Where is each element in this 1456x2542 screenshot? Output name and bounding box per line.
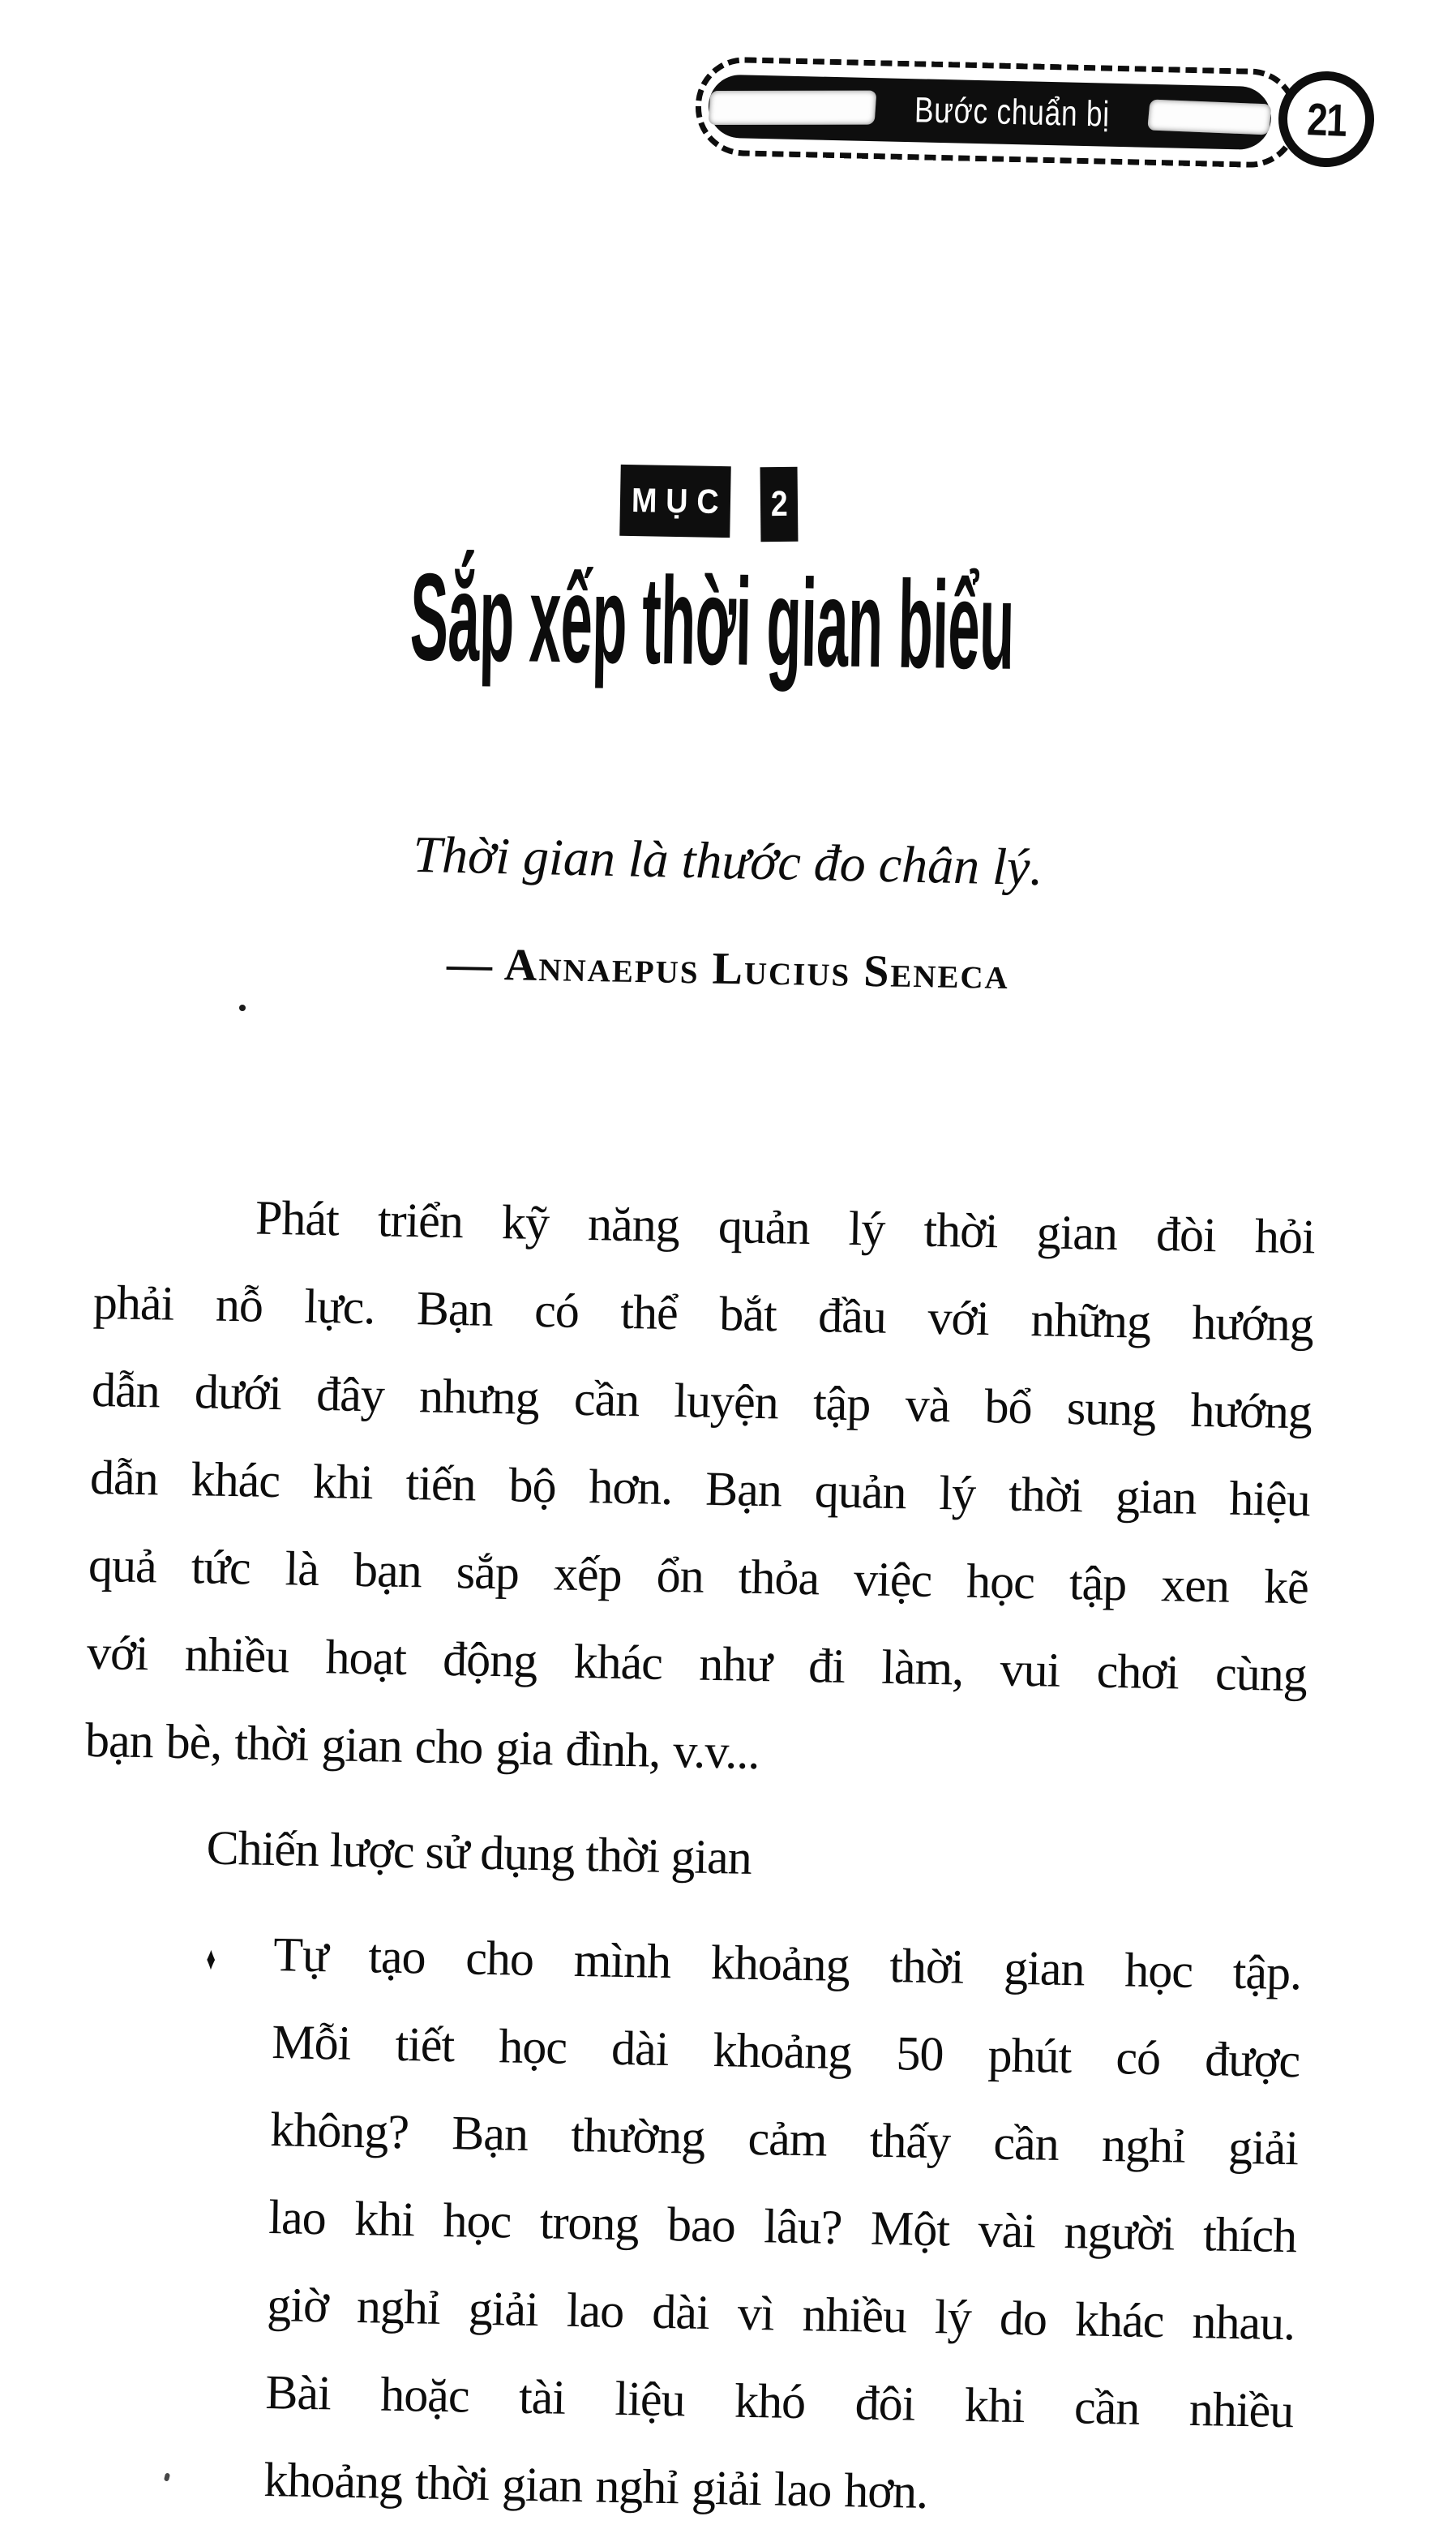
epigraph-attribution: — Annaepus Lucius Seneca bbox=[446, 938, 1010, 1000]
dust-speck bbox=[239, 1005, 246, 1011]
header-bar bbox=[708, 74, 1272, 150]
section-kicker-label: MỤC bbox=[631, 481, 729, 521]
epigraph-quote: Thời gian là thước đo chân lý. bbox=[412, 825, 1044, 897]
text-line: bạn bè, thời gian cho gia đình, v.v... bbox=[84, 1713, 760, 1780]
bullet-diamond-icon: ♦ bbox=[206, 1940, 216, 1977]
text-line: với nhiều hoạt động khác như đi làm, vui chơi cùng bbox=[86, 1625, 1308, 1702]
text-line: Phát triển kỹ năng quản lý thời gian đòi hỏi bbox=[255, 1190, 1316, 1264]
paragraph bbox=[84, 1171, 1316, 1806]
subheading: Chiến lược sử dụng thời gian bbox=[206, 1820, 752, 1884]
text-line: khoảng thời gian nghỉ giải lao hơn. bbox=[263, 2452, 928, 2518]
section-kicker-box bbox=[619, 465, 731, 538]
text-line: Bài hoặc tài liệu khó đôi khi cần nhiều bbox=[264, 2364, 1294, 2438]
chapter-label: Bước chuẩn bị bbox=[914, 90, 1111, 135]
scribble-decoration-right bbox=[1147, 100, 1271, 135]
text-line: dẫn dưới đây nhưng cần luyện tập và bổ sung hướng bbox=[91, 1362, 1313, 1439]
bullet-text bbox=[263, 1910, 1302, 2542]
bullet-item bbox=[71, 1907, 1303, 2542]
scribble-decoration-left bbox=[708, 91, 876, 125]
bullet-marker bbox=[71, 1907, 275, 2523]
text-line: quả tức là bạn sắp xếp ổn thỏa việc học tập xen kẽ bbox=[88, 1537, 1309, 1614]
text-line: Tự tạo cho mình khoảng thời gian học tập. bbox=[272, 1927, 1302, 2000]
text-line: phải nỗ lực. Bạn có thể bắt đầu với những hướng bbox=[92, 1275, 1314, 1352]
body-text bbox=[71, 1171, 1316, 2542]
text-line: lao khi học trong bao lâu? Một vài người thích bbox=[268, 2190, 1297, 2263]
page-header-banner bbox=[695, 56, 1300, 169]
section-number-box bbox=[760, 467, 799, 542]
page-number: 21 bbox=[1306, 92, 1347, 146]
section-number: 2 bbox=[770, 483, 788, 525]
text-line: Mỗi tiết học dài khoảng 50 phút có được bbox=[271, 2015, 1300, 2088]
text-line: giờ nghỉ giải lao dài vì nhiều lý do khác nhau. bbox=[266, 2278, 1295, 2351]
text-line: dẫn khác khi tiến bộ hơn. Bạn quản lý thời gian hiệu bbox=[89, 1450, 1311, 1527]
section-title: Sắp xếp thời gian biểu bbox=[409, 547, 1015, 696]
text-line: không? Bạn thường cảm thấy cần nghỉ giải bbox=[269, 2103, 1299, 2175]
section-title-row bbox=[0, 547, 1440, 696]
